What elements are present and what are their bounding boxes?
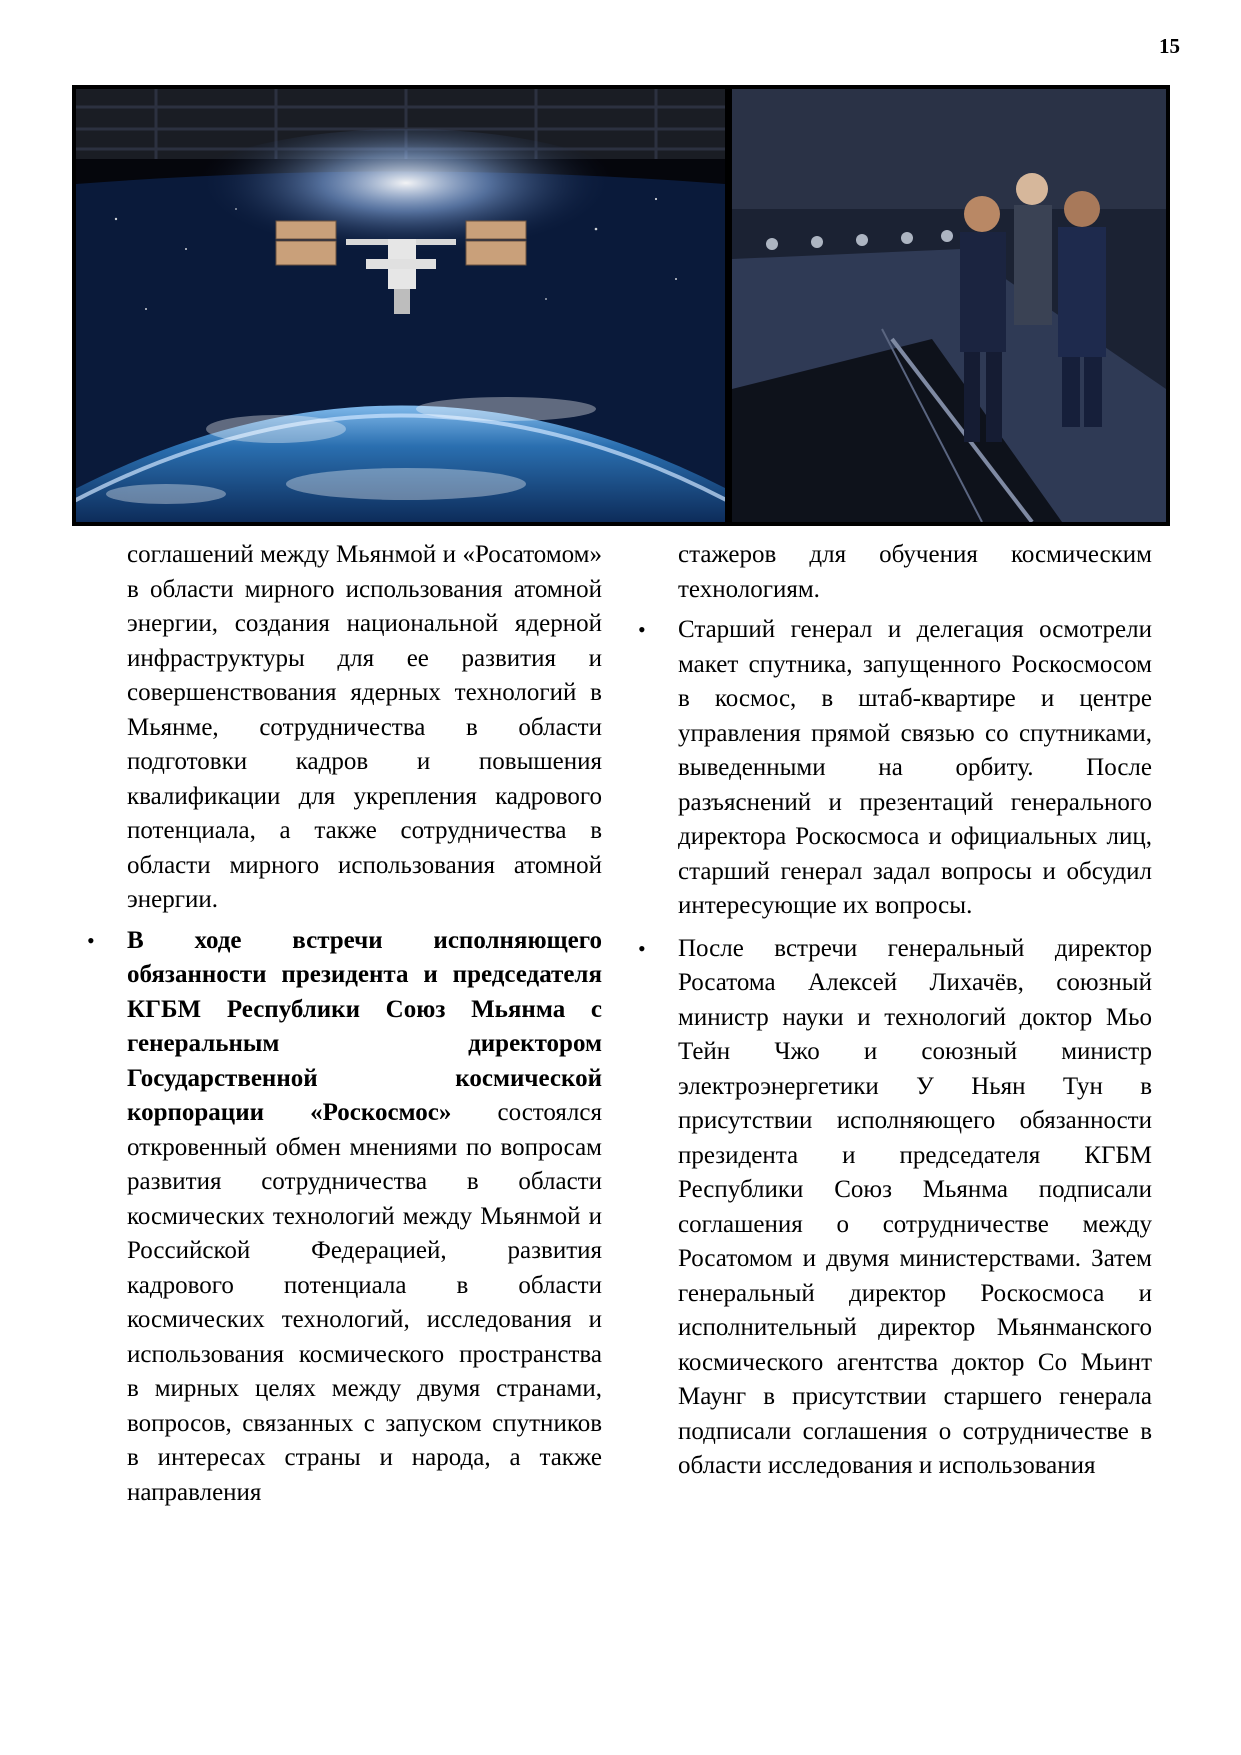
agreements-paragraph: После встречи генеральный директор Росатома Алексей Лихачёв, союзный министр науки и технологий доктор Мьо Тейн Чжо и союзный министр электроэнергетики У Ньян Тун в присутствии исполняющего обязанности президента и председателя КГБМ Республики Союз Мьянма подписали соглашения о сотрудничестве между Росатомом и двумя министерствами. Затем генеральный директор Роскосмоса и исполнительный директор Мьянманского космического агентства доктор Со Мьинт Маунг в присутствии старшего генерала подписали соглашения о сотрудничестве в области исследования и использования xyxy=(678,934,1152,1479)
roscosmos-meeting-bullet xyxy=(87,924,602,1511)
agreements-bullet xyxy=(638,932,1152,1484)
bullet-icon: • xyxy=(87,927,95,953)
right-continuation-paragraph: стажеров для обучения космическим технологиям. xyxy=(678,541,1152,603)
bullet-icon: • xyxy=(638,935,646,961)
right-column xyxy=(638,538,1152,1484)
satellite-model-bullet xyxy=(638,613,1152,924)
left-column xyxy=(87,538,602,1510)
body-text: состоялся откровенный обмен мнениями по вопросам развития сотрудничества в области космических технологий между Мьянмой и Российской Федерацией, развития кадрового потенциала в области космических технологий, исследования и использования космического пространства в мирных целях между двумя странами, вопросов, связанных с запуском спутников в интересах страны и народа, а также направления xyxy=(127,1099,602,1506)
left-continuation-paragraph: соглашений между Мьянмой и «Росатомом» в области мирного использования атомной энергии, создания национальной ядерной инфраструктуры для ее развития и совершенствования ядерных технологий в Мьянме, сотрудничества в области подготовки кадров и повышения квалификации для укрепления кадрового потенциала, а также сотрудничества в области мирного использования атомной энергии. xyxy=(127,541,602,913)
satellite-model-paragraph: Старший генерал и делегация осмотрели макет спутника, запущенного Роскосмосом в космос, в штаб-квартире и центре управления прямой связью со спутниками, выведенными на орбиту. После разъяснений и презентаций генерального директора Роскосмоса и официальных лиц, старший генерал задал вопросы и обсудил интересующие их вопросы. xyxy=(678,616,1152,919)
delegation-photo xyxy=(732,89,1166,522)
roscosmos-meeting-paragraph xyxy=(127,924,602,1511)
space-station-photo xyxy=(76,89,725,522)
bullet-icon: • xyxy=(638,617,646,642)
bold-lead-text: В ходе встречи исполняющего обязанности президента и председателя КГБМ Республики Союз Мьянма с генеральным директором Государственной космической корпорации «Роскосмос» xyxy=(127,926,602,1126)
photo-strip xyxy=(72,85,1170,526)
page-number: 15 xyxy=(1159,34,1180,58)
